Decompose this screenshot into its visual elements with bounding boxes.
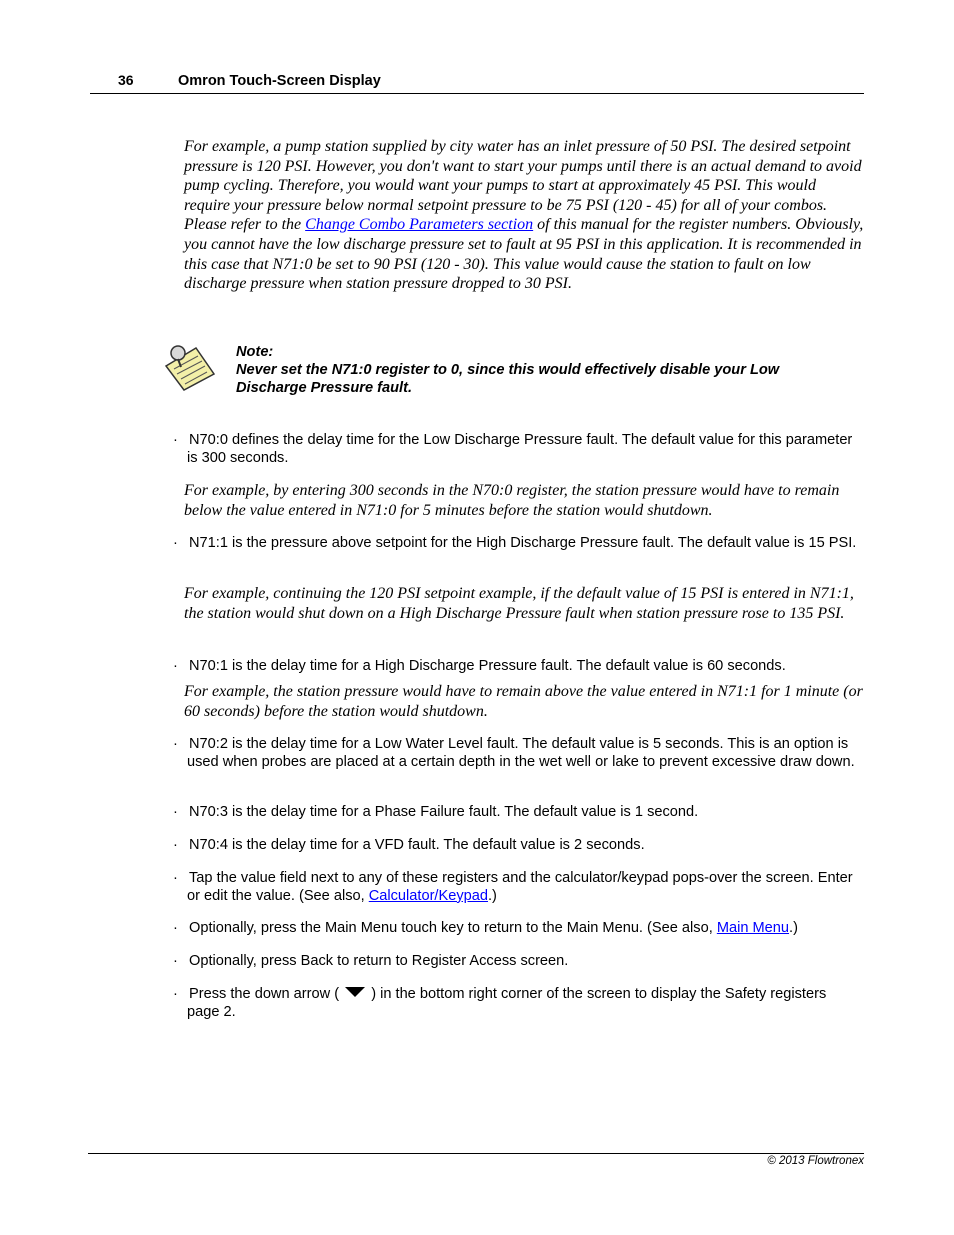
list-item: Press the down arrow ( ) in the bottom right corner of the screen to display the Safety registers page 2.	[187, 986, 827, 1020]
down-triangle-icon	[345, 987, 365, 997]
note-label: Note:	[236, 344, 274, 360]
list-item: N70:0 defines the delay time for the Low Discharge Pressure fault. The default value for this parameter is 300 seconds.	[187, 432, 853, 466]
bullet-marker: ·	[173, 804, 178, 820]
page-header	[90, 72, 864, 94]
main-menu-link[interactable]: Main Menu	[716, 920, 790, 936]
note-box	[236, 343, 836, 397]
list-item: Tap the value field next to any of these registers and the calculator/keypad pops-over the screen. Enter or edit the value. (See also, Calculator/Keypad.)	[187, 870, 853, 904]
bullet-marker: ·	[173, 658, 178, 674]
bullet-marker: ·	[173, 870, 178, 886]
example-paragraph-4: For example, the station pressure would have to remain above the value entered in N71:1 for 1 minute (or 60 seconds) before the station would shutdown.	[184, 683, 863, 720]
bullet-marker: ·	[173, 535, 178, 551]
page-number: 36	[118, 72, 134, 88]
list-item: N70:3 is the delay time for a Phase Failure fault. The default value is 1 second.	[189, 804, 699, 820]
footer-rule	[88, 1153, 864, 1154]
copyright-text: © 2013 Flowtronex	[767, 1155, 864, 1167]
document-title: Omron Touch-Screen Display	[178, 73, 381, 89]
bullet-marker: ·	[173, 920, 178, 936]
bullet-marker: ·	[173, 837, 178, 853]
example-paragraph-2: For example, by entering 300 seconds in the N70:0 register, the station pressure would have to remain below the value entered in N71:0 for 5 minutes before the station would shutdown.	[184, 482, 840, 519]
note-text: Never set the N71:0 register to 0, since this would effectively disable your Low Discharge Pressure fault.	[236, 362, 780, 396]
example-paragraph-1: For example, a pump station supplied by city water has an inlet pressure of 50 PSI. The desired setpoint pressure is 120 PSI. However, you don't want to start your pumps until there is an actual demand to avoid pump cycling. Therefore, you would want your pumps to start at approximately 45 PSI. This would require your pressure below normal setpoint pressure to be 75 PSI (120 - 45) for all of your combos. Please refer to the Change Combo Parameters section of this manual for the register numbers. Obviously, you cannot have the low discharge pressure set to fault at 95 PSI in this application. It is recommended in this case that N71:0 be set to 90 PSI (120 - 30). This value would cause the station to fault on low discharge pressure when station pressure dropped to 30 PSI.	[184, 138, 864, 293]
list-item: N70:2 is the delay time for a Low Water Level fault. The default value is 5 seconds. This is an option is used when probes are placed at a certain depth in the wet well or lake to prevent excessive draw down.	[187, 736, 855, 770]
list-item: Optionally, press Back to return to Register Access screen.	[189, 953, 569, 969]
example-paragraph-3: For example, continuing the 120 PSI setpoint example, if the default value of 15 PSI is entered in N71:1, the station would shut down on a High Discharge Pressure fault when station pressure rose to 135 PSI.	[184, 585, 854, 622]
list-item: N70:1 is the delay time for a High Discharge Pressure fault. The default value is 60 seconds.	[189, 658, 786, 674]
change-combo-parameters-link[interactable]: Change Combo Parameters section	[305, 216, 534, 234]
bullet-marker: ·	[173, 432, 178, 448]
bullet-marker: ·	[173, 953, 178, 969]
list-item: N71:1 is the pressure above setpoint for the High Discharge Pressure fault. The default value is 15 PSI.	[189, 535, 857, 551]
list-item: N70:4 is the delay time for a VFD fault. The default value is 2 seconds.	[189, 837, 645, 853]
list-item: Optionally, press the Main Menu touch key to return to the Main Menu. (See also, Main Menu.)	[189, 920, 798, 936]
calculator-keypad-link[interactable]: Calculator/Keypad	[368, 887, 488, 904]
bullet-marker: ·	[173, 736, 178, 752]
note-icon	[160, 340, 218, 392]
bullet-marker: ·	[173, 986, 178, 1002]
